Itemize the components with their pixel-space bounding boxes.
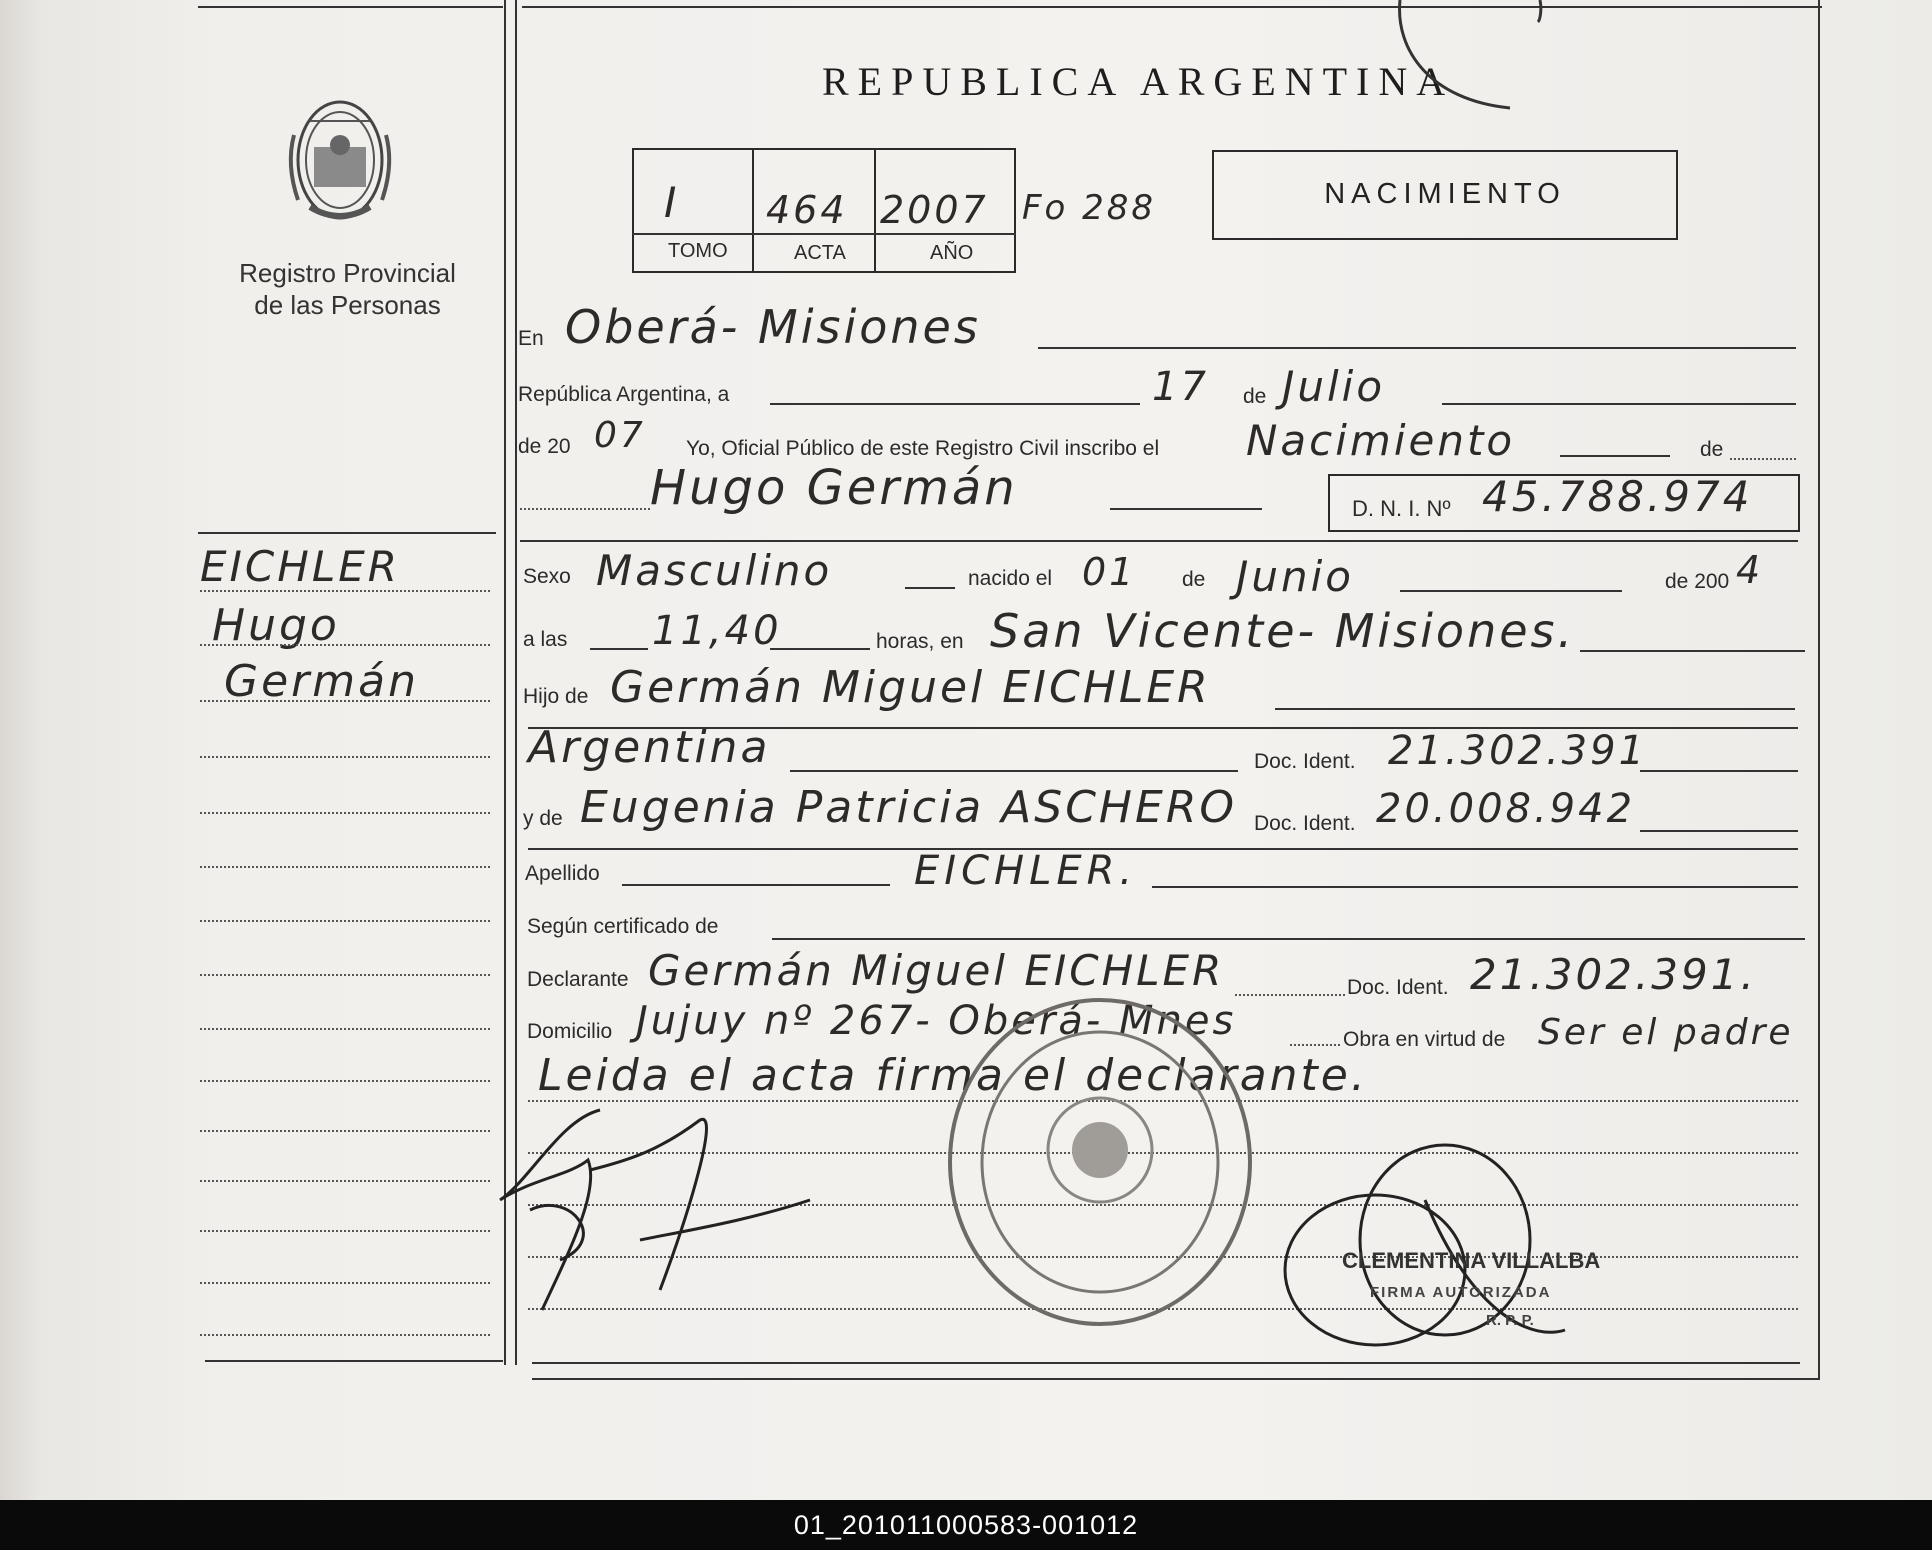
margin-rule-top — [198, 532, 496, 534]
registry-name-line2: de las Personas — [254, 290, 441, 320]
declarant-relationship: Ser el padre — [1538, 1012, 1794, 1053]
father-nationality: Argentina — [528, 722, 771, 773]
official-name-stamp: CLEMENTINA VILLALBA — [1342, 1248, 1601, 1273]
apellido-line-right — [1152, 886, 1798, 888]
father-document: 21.302.391 — [1388, 728, 1648, 774]
margin-dots-7 — [200, 920, 490, 922]
margin-dots-4 — [200, 756, 490, 758]
doc-label-declarant: Doc. Ident. — [1347, 976, 1449, 999]
en-line — [1038, 347, 1796, 349]
inscription-line — [1560, 455, 1670, 457]
registry-name-line1: Registro Provincial — [239, 258, 456, 288]
registration-day: 17 — [1152, 364, 1209, 410]
place-of-registration: Oberá- Misiones — [565, 300, 981, 354]
hour-line-right — [770, 648, 870, 650]
form-right-border — [1818, 0, 1820, 1380]
margin-dots-9 — [200, 1028, 490, 1030]
dni-label: D. N. I. Nº — [1352, 496, 1451, 521]
apellido-label: Apellido — [525, 862, 600, 885]
registration-year: 07 — [594, 415, 646, 456]
month-line — [1442, 403, 1796, 405]
mother-doc-line — [1640, 830, 1798, 832]
mother-rule — [528, 848, 1798, 850]
de-end-dots — [1730, 458, 1796, 460]
hour-line-left — [590, 648, 648, 650]
name-dots-left — [520, 508, 650, 510]
birth-month-line — [1400, 590, 1622, 592]
nationality-line — [790, 770, 1238, 772]
margin-first-name: Hugo — [212, 600, 340, 651]
obra-label: Obra en virtud de — [1343, 1028, 1506, 1051]
country-title: REPUBLICA ARGENTINA — [822, 59, 1455, 104]
top-rule-right — [522, 6, 1822, 8]
margin-dots-11 — [200, 1130, 490, 1132]
birth-year-digit: 4 — [1736, 548, 1764, 592]
declarant-name: Germán Miguel EICHLER — [648, 946, 1225, 995]
hijo-label: Hijo de — [523, 685, 589, 708]
scan-identifier: 01_201011000583-001012 — [0, 1500, 1932, 1550]
segun-label: Según certificado de — [527, 915, 719, 938]
declarant-signature — [490, 1090, 890, 1350]
margin-dots-13 — [200, 1230, 490, 1232]
inscription-type: Nacimiento — [1246, 416, 1516, 465]
father-line — [1275, 708, 1795, 710]
official-title-stamp: FIRMA AUTORIZADA — [1370, 1284, 1552, 1301]
yde-label: y de — [523, 807, 563, 830]
declarant-address: Jujuy nº 267- Oberá- Mnes — [636, 998, 1237, 1044]
child-given-names: Hugo Germán — [650, 460, 1018, 516]
en-label: En — [518, 327, 544, 350]
de200-label: de 200 — [1665, 570, 1730, 593]
ano-value: 2007 — [880, 188, 989, 232]
father-name: Germán Miguel EICHLER — [610, 662, 1211, 713]
top-signature-stroke — [1390, 0, 1570, 110]
surname: EICHLER. — [914, 848, 1138, 894]
margin-second-name: Germán — [224, 656, 419, 707]
dni-number: 45.788.974 — [1482, 472, 1753, 521]
de-label-2: de — [1182, 568, 1206, 591]
registry-round-seal — [940, 990, 1260, 1335]
oficial-text: Yo, Oficial Público de este Registro Civil inscribo el — [686, 437, 1160, 460]
birth-month: Junio — [1236, 552, 1354, 601]
nacido-label: nacido el — [968, 567, 1053, 590]
alas-label: a las — [523, 628, 568, 651]
official-org-stamp: R. P. P. — [1486, 1312, 1534, 1329]
provincial-emblem — [280, 85, 400, 235]
birth-place-line — [1580, 650, 1805, 652]
de-label-1: de — [1243, 385, 1267, 408]
acta-label: ACTA — [794, 242, 846, 264]
margin-rule-bottom — [205, 1360, 503, 1362]
margin-dots-1 — [200, 590, 490, 592]
closing-statement: Leida el acta firma el declarante. — [538, 1050, 1368, 1101]
republica-line — [770, 403, 1140, 405]
doc-label-father: Doc. Ident. — [1254, 750, 1356, 773]
tomo-value: I — [664, 178, 680, 227]
father-doc-line — [1640, 770, 1798, 772]
segun-line — [772, 938, 1805, 940]
mother-document: 20.008.942 — [1376, 786, 1636, 832]
record-box-divider — [632, 233, 1016, 235]
de20-label: de 20 — [518, 435, 571, 458]
record-number-box — [632, 148, 1016, 273]
apellido-line-left — [622, 884, 890, 886]
declarante-label: Declarante — [527, 968, 629, 991]
doc-label-mother: Doc. Ident. — [1254, 812, 1356, 835]
registration-month: Julio — [1282, 362, 1386, 411]
birth-hour: 11,40 — [652, 608, 782, 654]
declarant-document: 21.302.391. — [1470, 950, 1757, 999]
margin-dots-8 — [200, 974, 490, 976]
republica-label: República Argentina, a — [518, 383, 730, 406]
birth-day: 01 — [1082, 550, 1137, 594]
margin-dots-6 — [200, 866, 490, 868]
margin-dots-5 — [200, 812, 490, 814]
form-bottom-rule — [532, 1362, 1800, 1364]
domicilio-dots — [1290, 1044, 1340, 1046]
tomo-label: TOMO — [668, 240, 728, 262]
domicilio-label: Domicilio — [527, 1020, 613, 1043]
mother-name: Eugenia Patricia ASCHERO — [580, 782, 1238, 833]
acta-value: 464 — [766, 188, 848, 232]
de-end-label: de — [1700, 438, 1724, 461]
form-bottom-rule-2 — [532, 1378, 1820, 1380]
margin-dots-3 — [200, 700, 490, 702]
ano-label: AÑO — [930, 242, 974, 264]
folio-number: Fo 288 — [1022, 188, 1157, 228]
margin-dots-2 — [200, 644, 490, 646]
name-line — [1110, 508, 1262, 510]
birth-place: San Vicente- Misiones. — [990, 604, 1576, 658]
margin-dots-12 — [200, 1180, 490, 1182]
margin-dots-10 — [200, 1080, 490, 1082]
sex-value: Masculino — [596, 546, 833, 595]
record-type: NACIMIENTO — [1324, 178, 1566, 210]
sexo-label: Sexo — [523, 565, 571, 588]
section-rule — [520, 540, 1798, 542]
margin-dots-14 — [200, 1282, 490, 1284]
margin-surname: EICHLER — [200, 542, 400, 591]
horas-label: horas, en — [876, 630, 964, 653]
sexo-line — [905, 587, 955, 589]
margin-dots-15 — [200, 1334, 490, 1336]
top-rule-left — [198, 6, 503, 8]
